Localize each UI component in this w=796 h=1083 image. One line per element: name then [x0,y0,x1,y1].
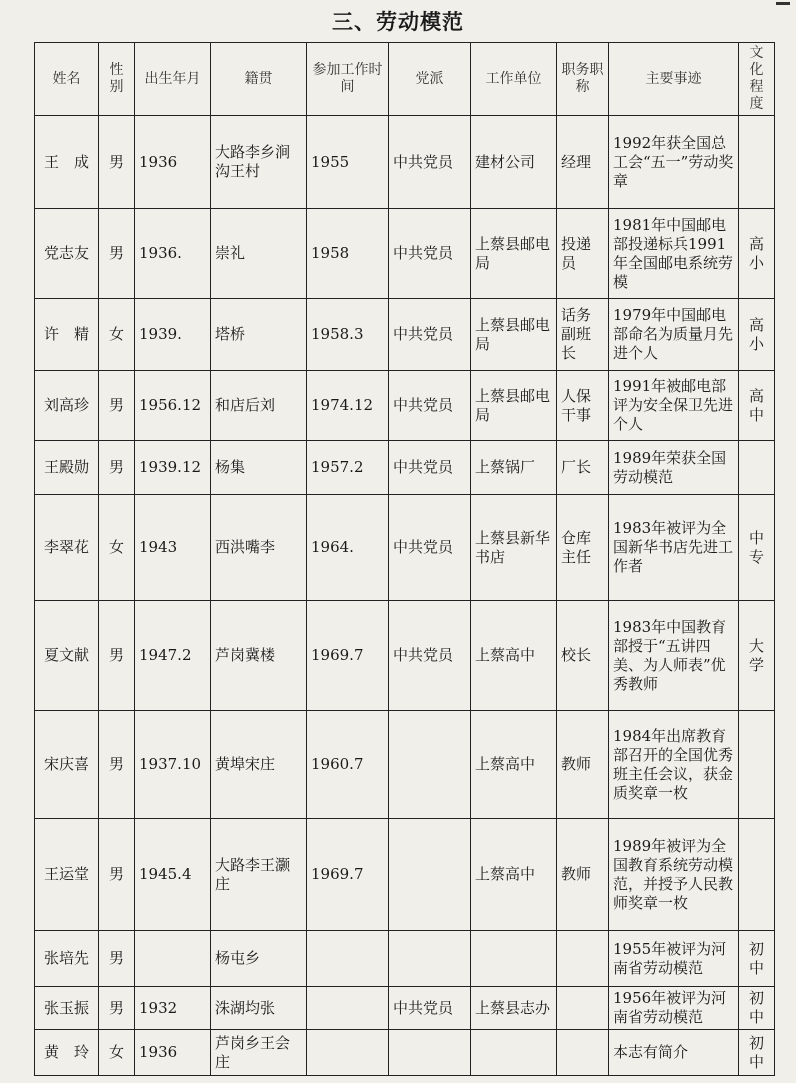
cell-deeds: 1992年获全国总工会“五一”劳动奖章 [609,116,739,209]
cell-party: 中共党员 [389,299,471,371]
cell-education: 中专 [739,495,775,601]
cell-sex: 男 [99,987,135,1030]
cell-position: 人保干事 [557,371,609,441]
cell-work-start: 1964. [307,495,389,601]
cell-origin: 杨屯乡 [211,931,307,987]
cell-origin: 大路李王灏庄 [211,819,307,931]
header-party: 党派 [389,43,471,116]
cell-position: 话务副班长 [557,299,609,371]
cell-work-start: 1960.7 [307,711,389,819]
cell-position: 教师 [557,819,609,931]
cell-work-start: 1955 [307,116,389,209]
cell-origin: 洙湖均张 [211,987,307,1030]
cell-origin: 和店后刘 [211,371,307,441]
header-unit: 工作单位 [471,43,557,116]
cell-work-start: 1969.7 [307,601,389,711]
cell-unit: 上蔡县志办 [471,987,557,1030]
cell-birth: 1939. [135,299,211,371]
cell-deeds: 1956年被评为河南省劳动模范 [609,987,739,1030]
cell-education: 高小 [739,299,775,371]
cell-unit [471,1030,557,1076]
cell-party: 中共党员 [389,601,471,711]
cell-position: 经理 [557,116,609,209]
cell-deeds: 1989年荣获全国劳动模范 [609,441,739,495]
cell-deeds: 本志有简介 [609,1030,739,1076]
table-row [35,209,775,299]
cell-deeds: 1955年被评为河南省劳动模范 [609,931,739,987]
cell-education [739,116,775,209]
cell-sex: 女 [99,495,135,601]
cell-education: 初中 [739,931,775,987]
table-row [35,711,775,819]
labor-model-table [34,42,775,1076]
cell-party: 中共党员 [389,495,471,601]
cell-position: 教师 [557,711,609,819]
cell-deeds: 1981年中国邮电部投递标兵1991年全国邮电系统劳模 [609,209,739,299]
cell-origin: 塔桥 [211,299,307,371]
cell-sex: 男 [99,931,135,987]
cell-birth: 1932 [135,987,211,1030]
cell-origin: 芦岗冀楼 [211,601,307,711]
cell-deeds: 1983年中国教育部授于“五讲四美、为人师表”优秀教师 [609,601,739,711]
table-row [35,299,775,371]
cell-unit: 建材公司 [471,116,557,209]
cell-sex: 男 [99,601,135,711]
cell-origin: 崇礼 [211,209,307,299]
cell-name: 李翠花 [35,495,99,601]
corner-mark [776,2,790,5]
cell-education [739,441,775,495]
table-row [35,495,775,601]
cell-work-start: 1958 [307,209,389,299]
header-origin: 籍贯 [211,43,307,116]
cell-name: 刘高珍 [35,371,99,441]
table-row [35,1030,775,1076]
cell-party: 中共党员 [389,116,471,209]
cell-unit: 上蔡县邮电局 [471,371,557,441]
cell-deeds: 1983年被评为全国新华书店先进工作者 [609,495,739,601]
cell-work-start [307,987,389,1030]
cell-position: 投递员 [557,209,609,299]
cell-name: 张培先 [35,931,99,987]
cell-party: 中共党员 [389,441,471,495]
header-work-start: 参加工作时间 [307,43,389,116]
cell-party [389,711,471,819]
cell-birth: 1943 [135,495,211,601]
cell-birth: 1937.10 [135,711,211,819]
cell-position [557,987,609,1030]
header-birth: 出生年月 [135,43,211,116]
cell-party [389,931,471,987]
table-header-row [35,43,775,116]
cell-origin: 芦岗乡王会庄 [211,1030,307,1076]
table-row [35,987,775,1030]
cell-name: 王殿勋 [35,441,99,495]
cell-unit: 上蔡县邮电局 [471,299,557,371]
cell-work-start: 1958.3 [307,299,389,371]
cell-deeds: 1989年被评为全国教育系统劳动模范，并授予人民教师奖章一枚 [609,819,739,931]
cell-unit: 上蔡县邮电局 [471,209,557,299]
header-sex: 性别 [99,43,135,116]
cell-education [739,819,775,931]
cell-education: 高小 [739,209,775,299]
table-row [35,116,775,209]
header-position: 职务职称 [557,43,609,116]
cell-origin: 杨集 [211,441,307,495]
cell-education: 高中 [739,371,775,441]
header-deeds: 主要事迹 [609,43,739,116]
cell-birth: 1936 [135,116,211,209]
cell-work-start [307,1030,389,1076]
cell-sex: 女 [99,1030,135,1076]
table-row [35,601,775,711]
cell-work-start: 1957.2 [307,441,389,495]
page-title: 三、劳动模范 [332,10,464,34]
cell-deeds: 1991年被邮电部评为安全保卫先进个人 [609,371,739,441]
cell-work-start [307,931,389,987]
cell-name: 王 成 [35,116,99,209]
table-row [35,441,775,495]
cell-sex: 男 [99,711,135,819]
cell-name: 党志友 [35,209,99,299]
cell-sex: 男 [99,441,135,495]
cell-name: 宋庆喜 [35,711,99,819]
table-row [35,371,775,441]
cell-unit: 上蔡高中 [471,711,557,819]
cell-position: 仓库主任 [557,495,609,601]
cell-work-start: 1974.12 [307,371,389,441]
cell-party: 中共党员 [389,987,471,1030]
cell-unit: 上蔡高中 [471,819,557,931]
table-row [35,819,775,931]
cell-unit: 上蔡县新华书店 [471,495,557,601]
cell-position: 厂长 [557,441,609,495]
cell-party [389,1030,471,1076]
cell-sex: 男 [99,371,135,441]
cell-sex: 男 [99,116,135,209]
cell-origin: 西洪嘴李 [211,495,307,601]
cell-origin: 大路李乡涧沟王村 [211,116,307,209]
cell-party: 中共党员 [389,371,471,441]
cell-sex: 男 [99,819,135,931]
cell-position [557,931,609,987]
cell-name: 许 精 [35,299,99,371]
cell-birth: 1947.2 [135,601,211,711]
table-body [35,116,775,1076]
cell-party [389,819,471,931]
table-row [35,931,775,987]
cell-birth: 1945.4 [135,819,211,931]
cell-deeds: 1984年出席教育部召开的全国优秀班主任会议，获金质奖章一枚 [609,711,739,819]
cell-education: 初中 [739,987,775,1030]
header-name: 姓名 [35,43,99,116]
cell-work-start: 1969.7 [307,819,389,931]
cell-birth: 1936. [135,209,211,299]
cell-birth [135,931,211,987]
cell-party: 中共党员 [389,209,471,299]
cell-education [739,711,775,819]
cell-education: 大学 [739,601,775,711]
cell-name: 黄 玲 [35,1030,99,1076]
cell-education: 初中 [739,1030,775,1076]
cell-origin: 黄埠宋庄 [211,711,307,819]
cell-name: 王运堂 [35,819,99,931]
cell-birth: 1956.12 [135,371,211,441]
cell-position: 校长 [557,601,609,711]
cell-position [557,1030,609,1076]
cell-unit: 上蔡锅厂 [471,441,557,495]
cell-unit [471,931,557,987]
header-education: 文化程度 [739,43,775,116]
cell-birth: 1936 [135,1030,211,1076]
cell-birth: 1939.12 [135,441,211,495]
cell-name: 张玉振 [35,987,99,1030]
cell-deeds: 1979年中国邮电部命名为质量月先进个人 [609,299,739,371]
cell-sex: 女 [99,299,135,371]
cell-name: 夏文献 [35,601,99,711]
cell-unit: 上蔡高中 [471,601,557,711]
cell-sex: 男 [99,209,135,299]
